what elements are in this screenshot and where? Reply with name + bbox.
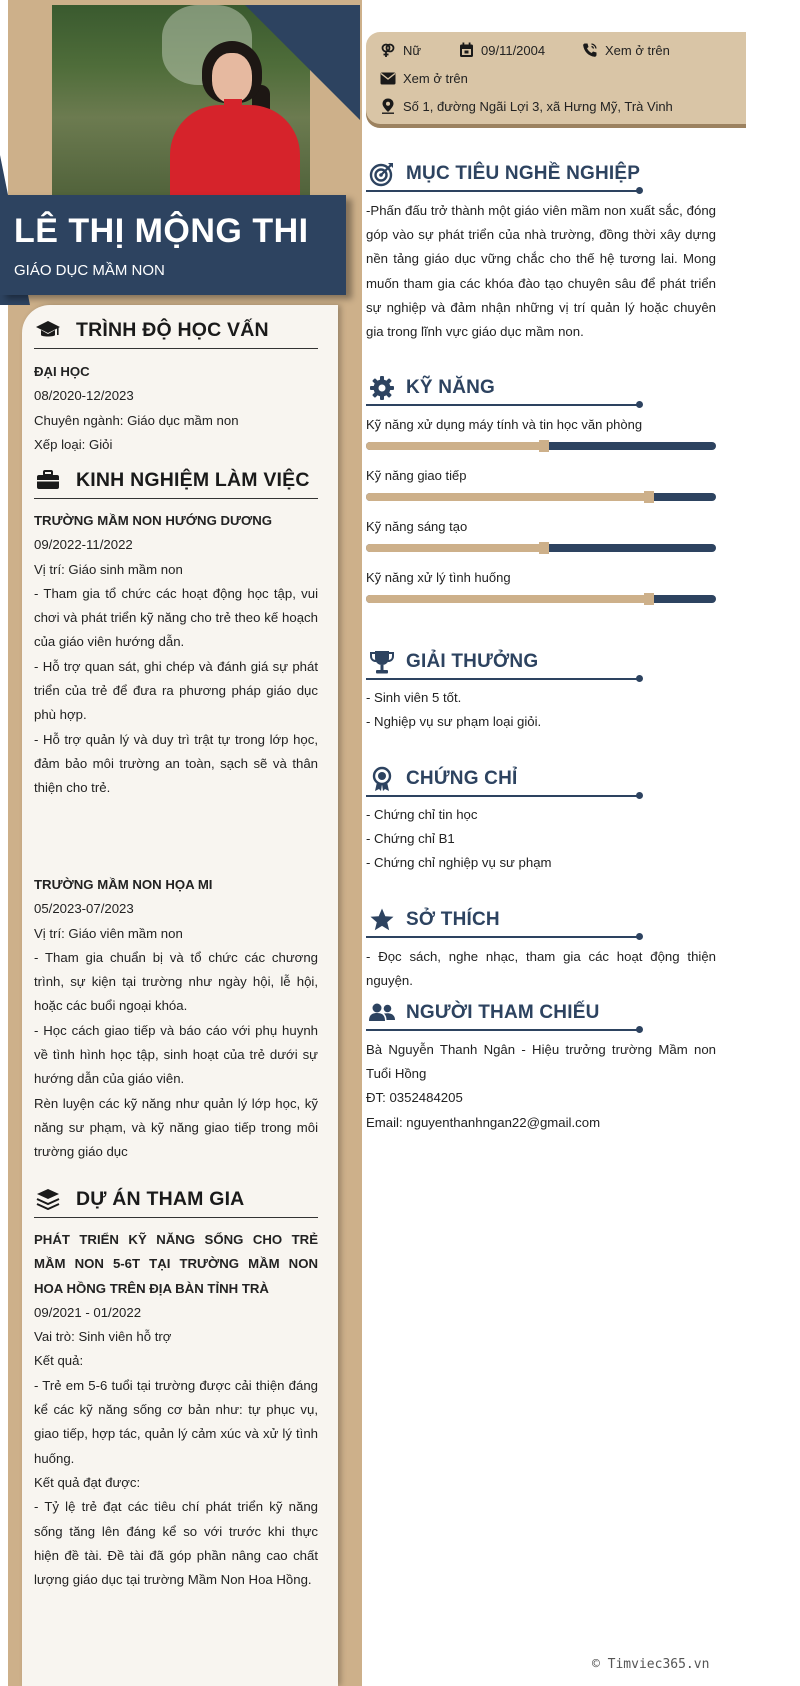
skill-fill-1 — [366, 442, 541, 450]
hobbies-text: - Đọc sách, nghe nhạc, tham gia các hoạt động thiện nguyện. — [366, 949, 716, 989]
contact-phone — [582, 42, 670, 58]
projects-content — [34, 1228, 318, 1592]
phone-value: Xem ở trên — [605, 42, 670, 58]
awards-heading — [366, 646, 642, 680]
projects-heading — [34, 1187, 318, 1218]
job-2-line-2: - Học cách giao tiếp và báo cáo với phụ huynh về tình hình học tập, sinh hoạt của trẻ dưới sự hướng dẫn của giáo viên. — [34, 1022, 318, 1087]
project-result-text: - Trẻ em 5-6 tuổi tại trường được cải thiện đáng kể các kỹ năng sống cơ bản như: tự phục vụ, giao tiếp, hợp tác, quản lý cảm xúc và xử lý tình huống. — [34, 1377, 318, 1466]
location-pin-icon — [380, 98, 396, 114]
certificates-heading — [366, 763, 642, 797]
address-value: Số 1, đường Ngãi Lợi 3, xã Hưng Mỹ, Trà Vinh — [403, 98, 673, 114]
award-item-2: - Nghiệp vụ sư phạm loại giỏi. — [366, 714, 542, 730]
contact-birthday — [458, 42, 545, 58]
target-icon — [368, 160, 396, 188]
contact-address — [380, 98, 673, 114]
job-1-line-2: - Hỗ trợ quan sát, ghi chép và đánh giá sự phát triển của trẻ để đưa ra phương pháp giáo dục phù hợp. — [34, 658, 318, 723]
medal-icon — [368, 765, 396, 793]
experience-job-2 — [34, 873, 318, 1165]
skill-label-3: Kỹ năng sáng tạo — [366, 519, 468, 534]
objective-title: MỤC TIÊU NGHỀ NGHIỆP — [406, 163, 641, 184]
skill-label-4: Kỹ năng xử lý tình huống — [366, 570, 511, 585]
references-heading — [366, 997, 642, 1031]
project-achieved-label: Kết quả đạt được: — [34, 1474, 141, 1490]
contact-gender — [380, 42, 421, 58]
graduation-cap-icon — [34, 318, 62, 342]
certificates-title: CHỨNG CHỈ — [406, 768, 518, 789]
skill-bar-3 — [366, 544, 716, 552]
project-period: 09/2021 - 01/2022 — [34, 1304, 142, 1320]
skill-fill-4 — [366, 595, 646, 603]
project-role: Vai trò: Sinh viên hỗ trợ — [34, 1329, 172, 1345]
job-title: GIÁO DỤC MẦM NON — [14, 262, 165, 279]
envelope-icon — [380, 70, 396, 86]
skill-fill-2 — [366, 493, 646, 501]
decorative-ribbon — [245, 5, 360, 120]
email-value: Xem ở trên — [403, 70, 468, 86]
reference-email: Email: nguyenthanhngan22@gmail.com — [366, 1114, 601, 1130]
layers-icon — [34, 1187, 62, 1211]
skill-label-2: Kỹ năng giao tiếp — [366, 468, 467, 483]
project-result-label: Kết quả: — [34, 1353, 84, 1369]
skill-bar-2 — [366, 493, 716, 501]
users-icon — [368, 999, 396, 1027]
education-heading — [34, 318, 318, 349]
hobbies-heading — [366, 904, 642, 938]
skill-knob-2 — [644, 491, 654, 503]
job-1-line-1: - Tham gia tổ chức các hoạt động học tập, vui chơi và phát triển kỹ năng cho trẻ theo kế hoạch của giáo viên hướng dẫn. — [34, 585, 318, 650]
job-2-line-3: Rèn luyện các kỹ năng như quản lý lớp học, kỹ năng sư phạm, và kỹ năng giao tiếp trong môi trường giáo dục — [34, 1095, 318, 1160]
reference-phone: ĐT: 0352484205 — [366, 1090, 463, 1106]
skill-knob-4 — [644, 593, 654, 605]
star-icon — [368, 906, 396, 934]
project-achieved-text: - Tỷ lệ trẻ đạt các tiêu chí phát triển kỹ năng sống tăng lên đáng kể so với trước khi thực hiện đề tài. Đề tài đã góp phần nâng cao chất lượng giáo dục tại trường Mầm Non Hoa Hồng. — [34, 1499, 318, 1588]
certificates-list — [366, 803, 716, 876]
birthday-value: 09/11/2004 — [481, 42, 546, 58]
projects-title: DỰ ÁN THAM GIA — [76, 1187, 245, 1210]
skill-fill-3 — [366, 544, 541, 552]
skill-knob-3 — [539, 542, 549, 554]
skill-label-1: Kỹ năng xử dụng máy tính và tin học văn phòng — [366, 417, 643, 432]
education-content — [34, 360, 318, 457]
objective-heading — [366, 158, 642, 192]
skills-title: KỸ NĂNG — [406, 377, 496, 398]
certificate-item-3: - Chứng chỉ nghiệp vụ sư phạm — [366, 855, 552, 871]
job-2-company: TRƯỜNG MẦM NON HỌA MI — [34, 877, 213, 892]
certificate-item-1: - Chứng chỉ tin học — [366, 807, 478, 822]
gear-icon — [368, 374, 396, 402]
skill-bar-4 — [366, 595, 716, 603]
awards-title: GIẢI THƯỞNG — [406, 651, 539, 672]
phone-icon — [582, 42, 598, 58]
job-2-position: Vị trí: Giáo viên mầm non — [34, 925, 183, 941]
job-1-line-3: - Hỗ trợ quản lý và duy trì trật tự trong lớp học, đảm bảo môi trường an toàn, sạch sẽ và thân thiện cho trẻ. — [34, 731, 318, 796]
education-grade: Xếp loại: Giỏi — [34, 436, 113, 452]
gender-icon — [380, 42, 396, 58]
certificate-item-2: - Chứng chỉ B1 — [366, 831, 455, 847]
job-1-company: TRƯỜNG MẦM NON HƯỚNG DƯƠNG — [34, 513, 272, 528]
education-period: 08/2020-12/2023 — [34, 388, 134, 404]
candidate-name: LÊ THỊ MỘNG THI — [14, 212, 309, 250]
reference-person: Bà Nguyễn Thanh Ngân - Hiệu trưởng trường Mầm non Tuổi Hồng — [366, 1042, 716, 1082]
job-2-period: 05/2023-07/2023 — [34, 901, 134, 917]
watermark-footer: © Timviec365.vn — [592, 1657, 710, 1672]
contact-email — [380, 70, 468, 86]
calendar-icon — [458, 42, 474, 58]
briefcase-icon — [34, 468, 62, 492]
references-title: NGƯỜI THAM CHIẾU — [406, 1002, 600, 1023]
skills-heading — [366, 372, 642, 406]
job-1-position: Vị trí: Giáo sinh mầm non — [34, 561, 183, 577]
job-2-line-1: - Tham gia chuẩn bị và tổ chức các chương trình, sự kiện tại trường như ngày hội, lễ hội, hoặc các buổi ngoại khóa. — [34, 949, 318, 1014]
skill-knob-1 — [539, 440, 549, 452]
experience-title: KINH NGHIỆM LÀM VIỆC — [76, 468, 310, 491]
hobbies-title: SỞ THÍCH — [406, 909, 500, 930]
awards-list — [366, 686, 716, 734]
job-1-period: 09/2022-11/2022 — [34, 537, 133, 553]
education-title: TRÌNH ĐỘ HỌC VẤN — [76, 318, 269, 341]
skill-bar-1 — [366, 442, 716, 450]
objective-text: -Phấn đấu trở thành một giáo viên mầm non xuất sắc, đóng góp vào sự phát triển của nhà trường, đồng thời xây dựng nền tảng giáo dục vững chắc cho thế hệ tương lai. Mong muốn tham gia các khóa đào tạo chuyên sâu để phát triển sự nghiệp và đảm nhận những vị trí quản lý hoặc chuyên gia trong lĩnh vực giáo dục mầm non. — [366, 203, 716, 340]
project-name: PHÁT TRIỂN KỸ NĂNG SỐNG CHO TRẺ MẦM NON 5-6T TẠI TRƯỜNG MẦM NON HOA HỒNG TRÊN ĐỊA BÀN TỈNH TRÀ — [34, 1232, 318, 1296]
education-level: ĐẠI HỌC — [34, 364, 90, 379]
gender-value: Nữ — [403, 42, 422, 58]
references-content — [366, 1038, 716, 1135]
trophy-icon — [368, 648, 396, 676]
experience-job-1 — [34, 509, 318, 801]
award-item-1: - Sinh viên 5 tốt. — [366, 690, 462, 705]
education-major: Chuyên ngành: Giáo dục mầm non — [34, 412, 239, 428]
experience-heading — [34, 468, 318, 499]
